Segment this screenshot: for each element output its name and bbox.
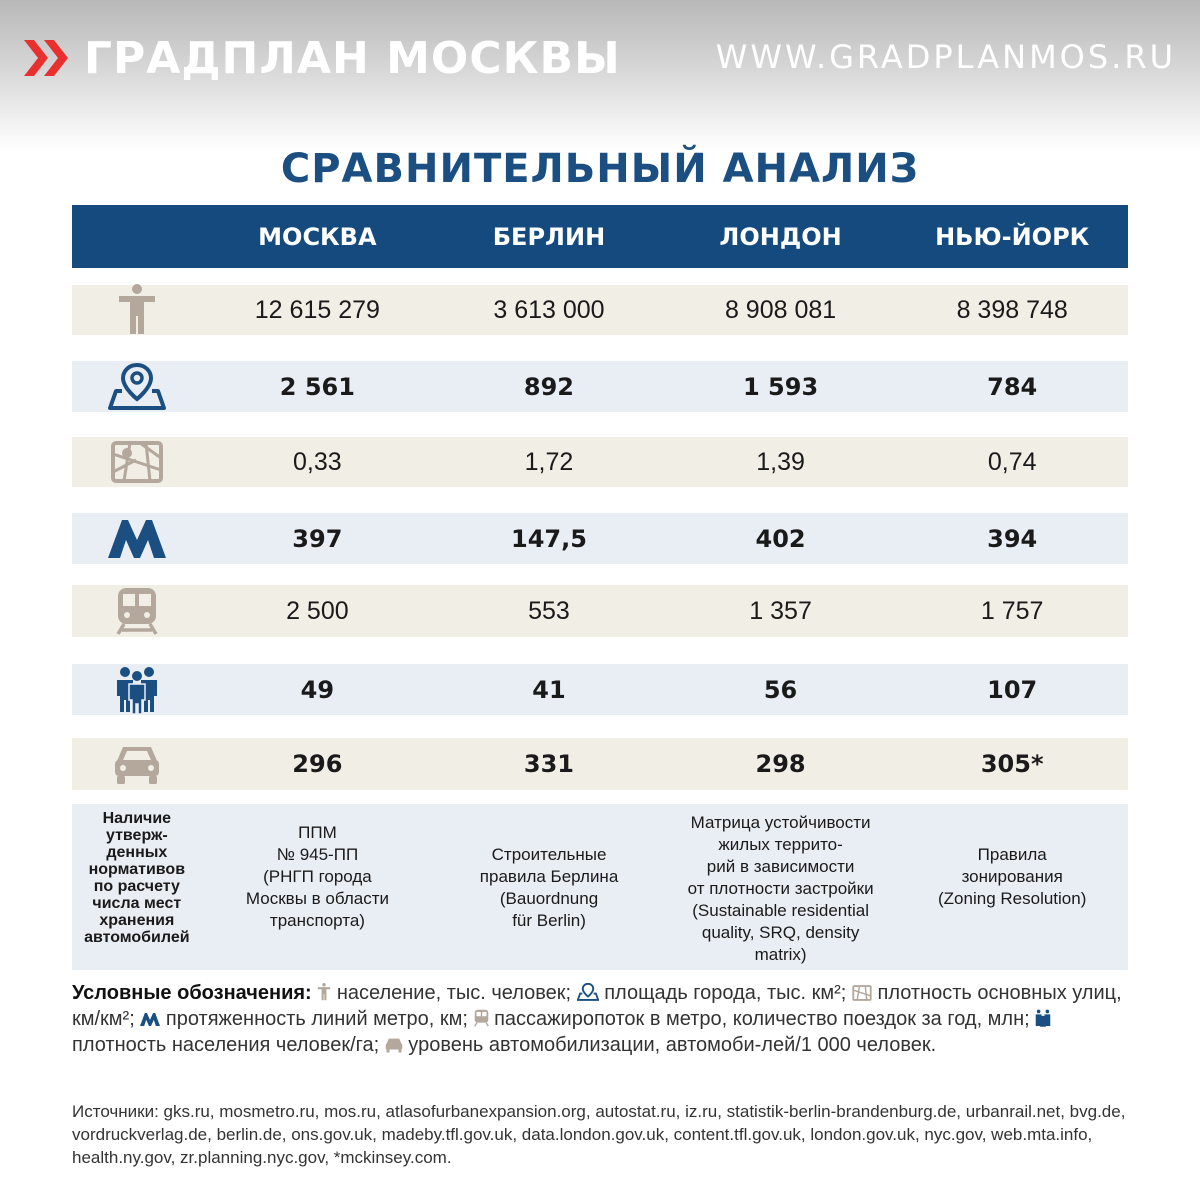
sources: Источники: gks.ru, mosmetro.ru, mos.ru, atlasofurbanexpansion.org, autostat.ru, iz.ru, statistik-berlin-brandenburg.de, urbanrail.net, bvg.de, vordruckverlag.de, berlin.de, ons.gov.uk, madeby.tfl.gov.uk, data.london.gov.uk, content.tfl.gov.uk, london.gov.uk, nyc.gov, web.mta.info, health.ny.gov, zr.planning.nyc.gov, *mckinsey.com. [72,1102,1126,1167]
cell-value: 8 908 081 [724,295,837,324]
column-header-moscow: МОСКВА [258,222,377,251]
cell-value: 305* [980,750,1044,778]
page-title: СРАВНИТЕЛЬНЫЙ АНАЛИЗ [280,146,920,192]
column-header-new-york: НЬЮ-ЙОРК [935,222,1090,251]
legend-street-density: плотность основных улиц, км/км²; [72,982,1122,1030]
column-header-berlin: БЕРЛИН [492,222,606,251]
cell-value: 3 613 000 [493,295,605,324]
cell-value: 0,33 [293,447,342,476]
cell-value: 41 [532,675,566,704]
cell-value: 402 [755,524,806,553]
street-map-icon [852,985,872,1001]
cell-value: 0,74 [987,447,1037,476]
cell-value: 331 [523,750,575,778]
cell-value: 296 [292,750,343,778]
table-row-metro-length [72,513,1128,564]
cell-value: 1 593 [742,372,819,401]
cell-value: 397 [292,524,343,553]
cell-value: 1 357 [749,596,812,625]
cell-value: 1 757 [980,596,1044,625]
table-row-parking-norms [72,804,1128,970]
brand[interactable] [24,30,621,86]
norms-label: Наличие утверж-денных нормативов по расчету числа мест хранения автомобилей [84,810,190,946]
person-icon [317,983,331,1001]
cell-value: 56 [763,675,798,704]
train-icon [116,586,158,636]
people-icon [1035,1009,1051,1027]
metro-icon [108,518,166,560]
legend-cars: уровень автомобилизации, автомоби-лей/1 000 человек. [408,1034,937,1056]
table-header [72,205,1128,268]
cell-value: 1,72 [524,447,574,476]
table-row-population-density [72,664,1128,715]
cell-value: 553 [528,596,570,625]
cell-value: 2 500 [286,596,349,625]
site-url[interactable]: WWW.GRADPLANMOS.RU [715,38,1176,76]
column-header-london: ЛОНДОН [719,222,842,251]
cell-value: 298 [755,750,806,778]
people-icon [115,666,159,714]
cell-value: 49 [300,675,335,704]
cell-value: ППМ № 945-ПП (РНГП города Москвы в области транспорта) [245,823,389,930]
cell-value: 394 [987,524,1038,553]
legend-metro: протяженность линий метро, км; [165,1008,468,1030]
legend-population: население, тыс. человек; [336,982,572,1004]
table-row-population [72,285,1128,335]
cell-value: Правила зонирования (Zoning Resolution) [938,845,1087,908]
cell-value: 8 398 748 [956,295,1068,324]
legend-area: площадь города, тыс. км²; [604,982,847,1004]
table-row-metro-ridership [72,585,1128,637]
header-banner [0,0,1200,150]
cell-value: Строительные правила Берлина (Bauordnung für Berlin) [479,845,619,930]
legend-population-density: плотность населения человек/га; [72,1034,380,1056]
table-row-street-density [72,437,1128,487]
street-map-icon [110,440,164,484]
cell-value: 147,5 [511,524,587,553]
train-icon [474,1009,489,1027]
brand-title: ГРАДПЛАН МОСКВЫ [84,32,621,84]
car-icon [113,743,161,785]
legend-title: Условные обозначения: [72,982,312,1004]
table-row-area [72,361,1128,412]
cell-value: 892 [523,372,575,401]
cell-value: 2 561 [279,372,355,401]
cell-value: 12 615 279 [254,295,380,324]
metro-icon [140,1012,160,1027]
cell-value: 107 [987,675,1038,704]
map-pin-icon [108,363,166,411]
cell-value: 784 [987,372,1038,401]
person-icon [117,284,157,336]
legend-traffic: пассажиропоток в метро, количество поездок за год, млн; [494,1008,1030,1030]
map-pin-icon [577,983,599,1001]
cell-value: 1,39 [756,447,805,476]
car-icon [385,1037,403,1053]
legend [72,980,1132,1058]
table-row-motorization [72,738,1128,790]
cell-value: Матрица устойчивости жилых террито- рий в зависимости от плотности застройки (Sustainable residential quality, SRQ, density matrix) [687,813,874,964]
chevrons-icon [24,36,72,80]
